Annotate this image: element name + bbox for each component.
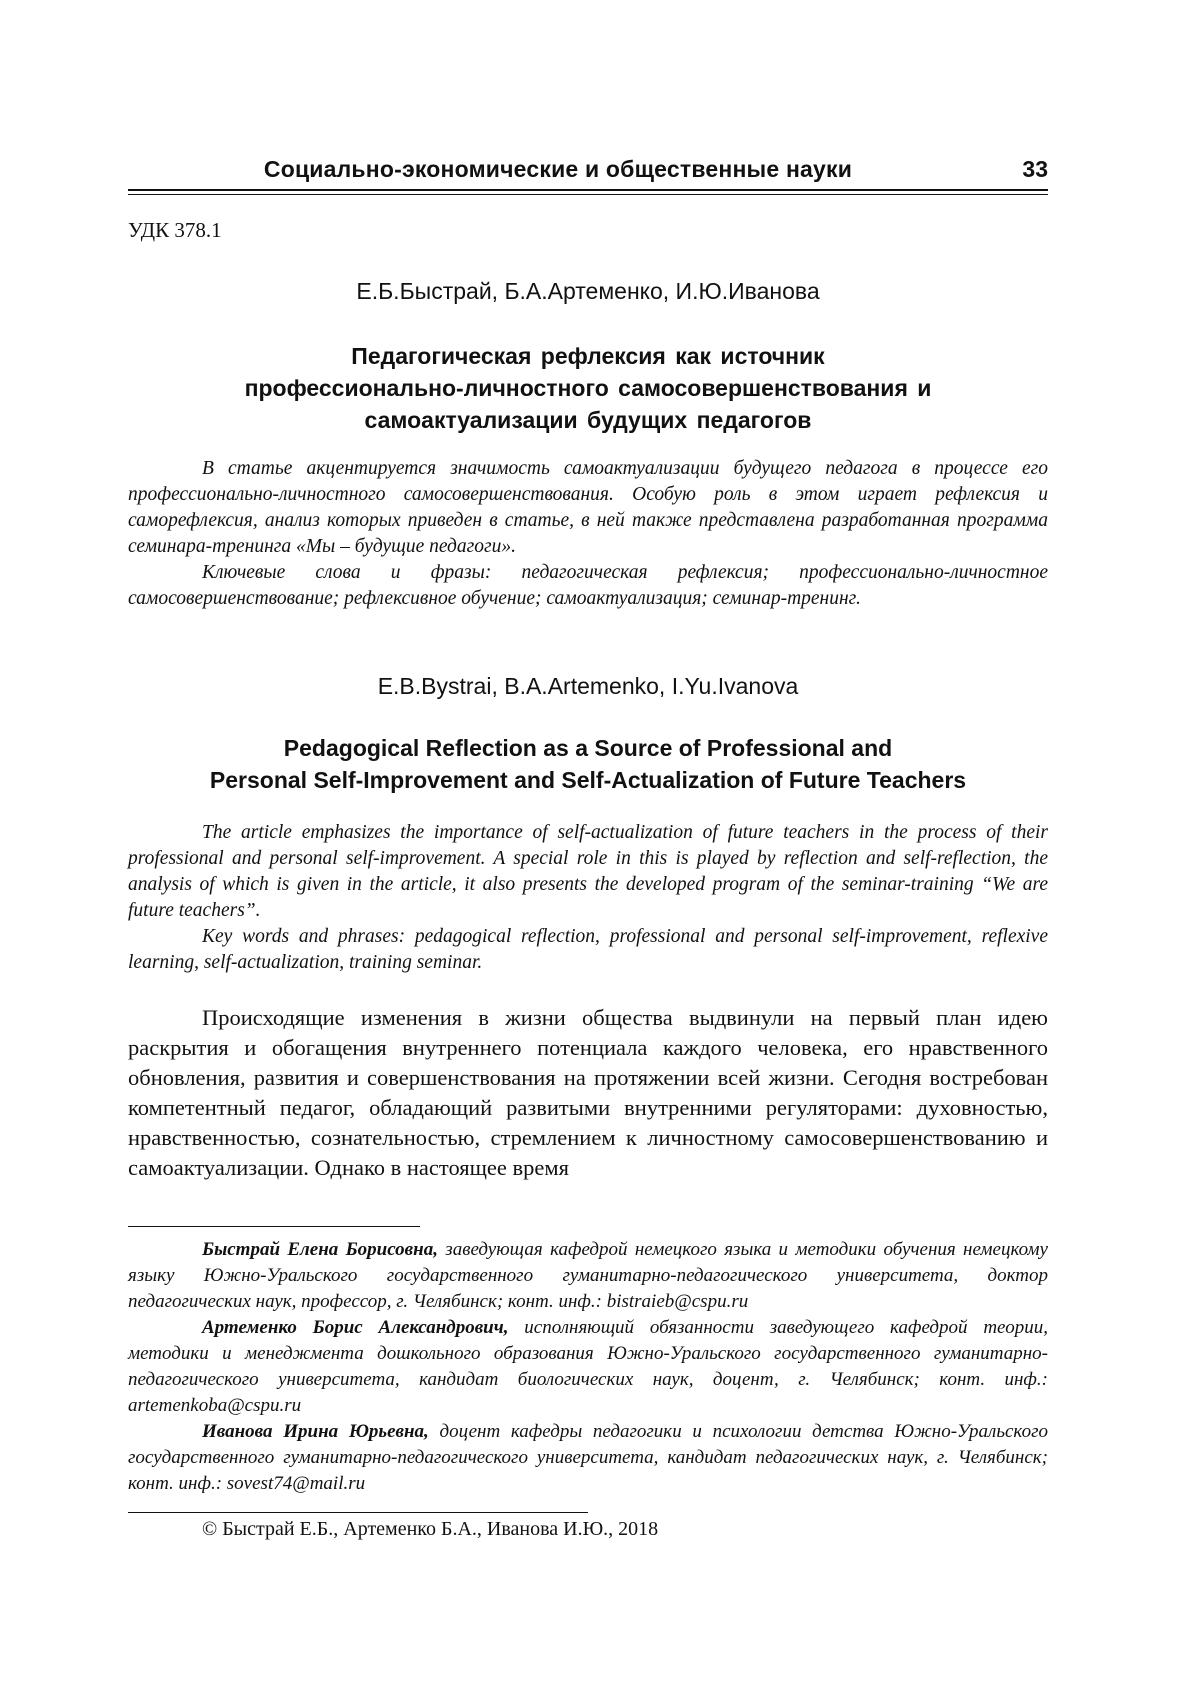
authors-en: E.B.Bystrai, B.A.Artemenko, I.Yu.Ivanova — [377, 673, 799, 699]
keywords-text: Key words and phrases: pedagogical reflection, professional and personal self-improvement, reflexive learning, self-actualization, training seminar. — [128, 926, 1048, 973]
title-line: Pedagogical Reflection as a Source of Professional and — [283, 735, 893, 761]
title-line: самоактуализации будущих педагогов — [364, 407, 812, 433]
running-header — [128, 150, 1048, 190]
page-number: 33 — [1022, 156, 1048, 182]
footnote-text: исполняющий обязанности заведующего кафедрой теории, методики и менеджмента дошкольного образования Южно-Уральского государственного гуманитарно-педагогического университета, кандидат биологических наук, доцент, г. Челябинск; конт. инф.: artemenkoba@cspu.ru — [128, 1317, 1048, 1416]
abstract-text: The article emphasizes the importance of self-actualization of future teachers in the process of their professional and personal self-improvement. A special role in this is played by reflection and self-reflection, the analysis of which is given in the article, it also presents the developed program of the seminar-training “We are future teachers”. — [128, 822, 1048, 921]
abstract-text: В статье акцентируется значимость самоактуализации будущего педагога в процессе его профессионально-личностного самосовершенствования. Особую роль в этом играет рефлексия и саморефлексия, анализ которых приведен в статье, в ней также представлена разработанная программа семинара-тренинга «Мы – будущие педагоги». — [128, 458, 1048, 557]
author-footnotes — [128, 1237, 1048, 1497]
abstract-ru — [128, 456, 1048, 612]
body-paragraph: Происходящие изменения в жизни общества выдвинули на первый план идею раскрытия и обогащения внутреннего потенциала каждого человека, его нравственного обновления, развития и совершенствования на протяжении всей жизни. Сегодня востребован компетентный педагог, обладающий развитыми внутренними регуляторами: духовностью, нравственностью, сознательностью, стремлением к личностному самосовершенствованию и самоактуализации. Однако в настоящее время — [128, 1005, 1048, 1180]
footnote-text: заведующая кафедрой немецкого языка и методики обучения немецкому языку Южно-Уральского государственного гуманитарно-педагогического университета, доктор педагогических наук, профессор, г. Челябинск; конт. инф.: bistraieb@cspu.ru — [128, 1239, 1048, 1312]
copyright-notice: © Быстрай Е.Б., Артеменко Б.А., Иванова И.Ю., 2018 — [202, 1518, 659, 1540]
header-rule-thin — [128, 194, 1048, 195]
footnote-separator — [128, 1226, 420, 1227]
footnote-author-name: Артеменко Борис Александрович, — [202, 1317, 509, 1338]
udk-code: УДК 378.1 — [128, 218, 222, 242]
copyright-separator — [128, 1512, 588, 1513]
title-line: профессионально-личностного самосовершенствования и — [244, 375, 932, 401]
footnote-author-name: Иванова Ирина Юрьевна, — [202, 1421, 429, 1442]
footnote-author-name: Быстрай Елена Борисовна, — [202, 1239, 438, 1260]
abstract-en — [128, 820, 1048, 976]
footnote — [128, 1237, 1048, 1315]
footnote-text: доцент кафедры педагогики и психологии детства Южно-Уральского государственного гуманитарно-педагогического университета, кандидат педагогических наук, г. Челябинск; конт. инф.: sovest74@mail.ru — [128, 1421, 1048, 1494]
keywords-text: Ключевые слова и фразы: педагогическая рефлексия; профессионально-личностное самосовершенствование; рефлексивное обучение; самоактуализация; семинар-тренинг. — [128, 562, 1048, 609]
title-line: Педагогическая рефлексия как источник — [351, 343, 825, 369]
body-text — [128, 1003, 1048, 1183]
authors-ru: Е.Б.Быстрай, Б.А.Артеменко, И.Ю.Иванова — [356, 278, 820, 304]
article-title-ru — [128, 340, 1048, 436]
footnote — [128, 1315, 1048, 1419]
article-title-en — [128, 732, 1048, 796]
header-rule — [128, 189, 1048, 191]
title-line: Personal Self-Improvement and Self-Actualization of Future Teachers — [209, 767, 967, 793]
footnote — [128, 1419, 1048, 1497]
section-title: Социально-экономические и общественные науки — [263, 156, 853, 182]
